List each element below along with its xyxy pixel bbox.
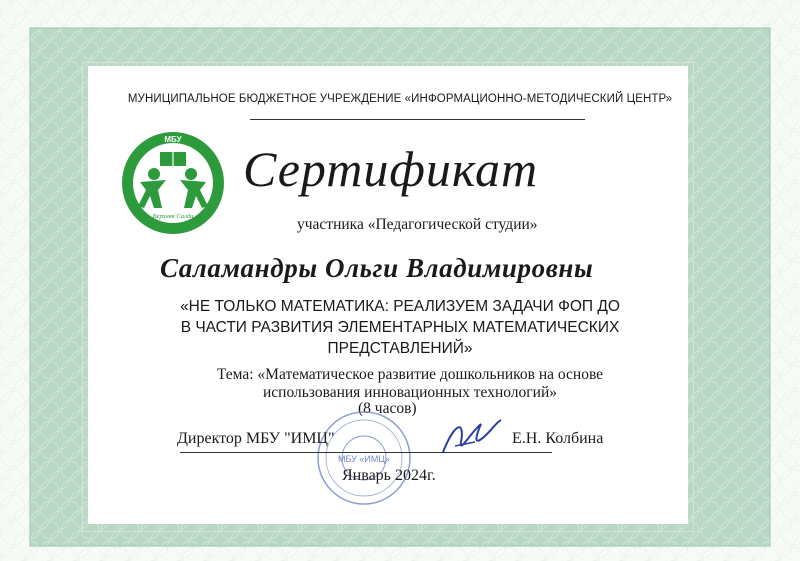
director-label: Директор МБУ "ИМЦ" [177, 430, 335, 447]
course-title-line: «НЕ ТОЛЬКО МАТЕМАТИКА: РЕАЛИЗУЕМ ЗАДАЧИ ФОП ДО [180, 298, 620, 315]
signature-line [180, 452, 552, 453]
topic-line: Тема: «Математическое развитие дошкольников на основе [216, 366, 604, 383]
course-title-line: В ЧАСТИ РАЗВИТИЯ ЭЛЕМЕНТАРНЫХ МАТЕМАТИЧЕСКИХ [180, 319, 620, 336]
certificate-title: Сертификат [243, 141, 539, 197]
certificate-subtitle: участника «Педагогической студии» [297, 216, 538, 233]
stamp-center-text: МБУ «ИМЦ» [337, 454, 391, 464]
logo-caption: Верхняя Салда [152, 213, 194, 220]
topic-line: использования инновационных технологий» [262, 384, 557, 401]
course-title-line: ПРЕДСТАВЛЕНИЙ» [327, 340, 473, 357]
organization-name: МУНИЦИПАЛЬНОЕ БЮДЖЕТНОЕ УЧРЕЖДЕНИЕ «ИНФОРМАЦИОННО-МЕТОДИЧЕСКИЙ ЦЕНТР» [127, 93, 673, 105]
organization-logo [120, 130, 226, 236]
official-stamp [316, 410, 412, 506]
signer-name: Е.Н. Колбина [512, 430, 604, 447]
logo-top-text: МБУ [164, 135, 182, 144]
issue-date: Январь 2024г. [342, 467, 436, 484]
course-hours: (8 часов) [358, 400, 417, 417]
divider-line [250, 119, 585, 120]
recipient-name: Саламандры Ольги Владимировны [160, 253, 594, 283]
